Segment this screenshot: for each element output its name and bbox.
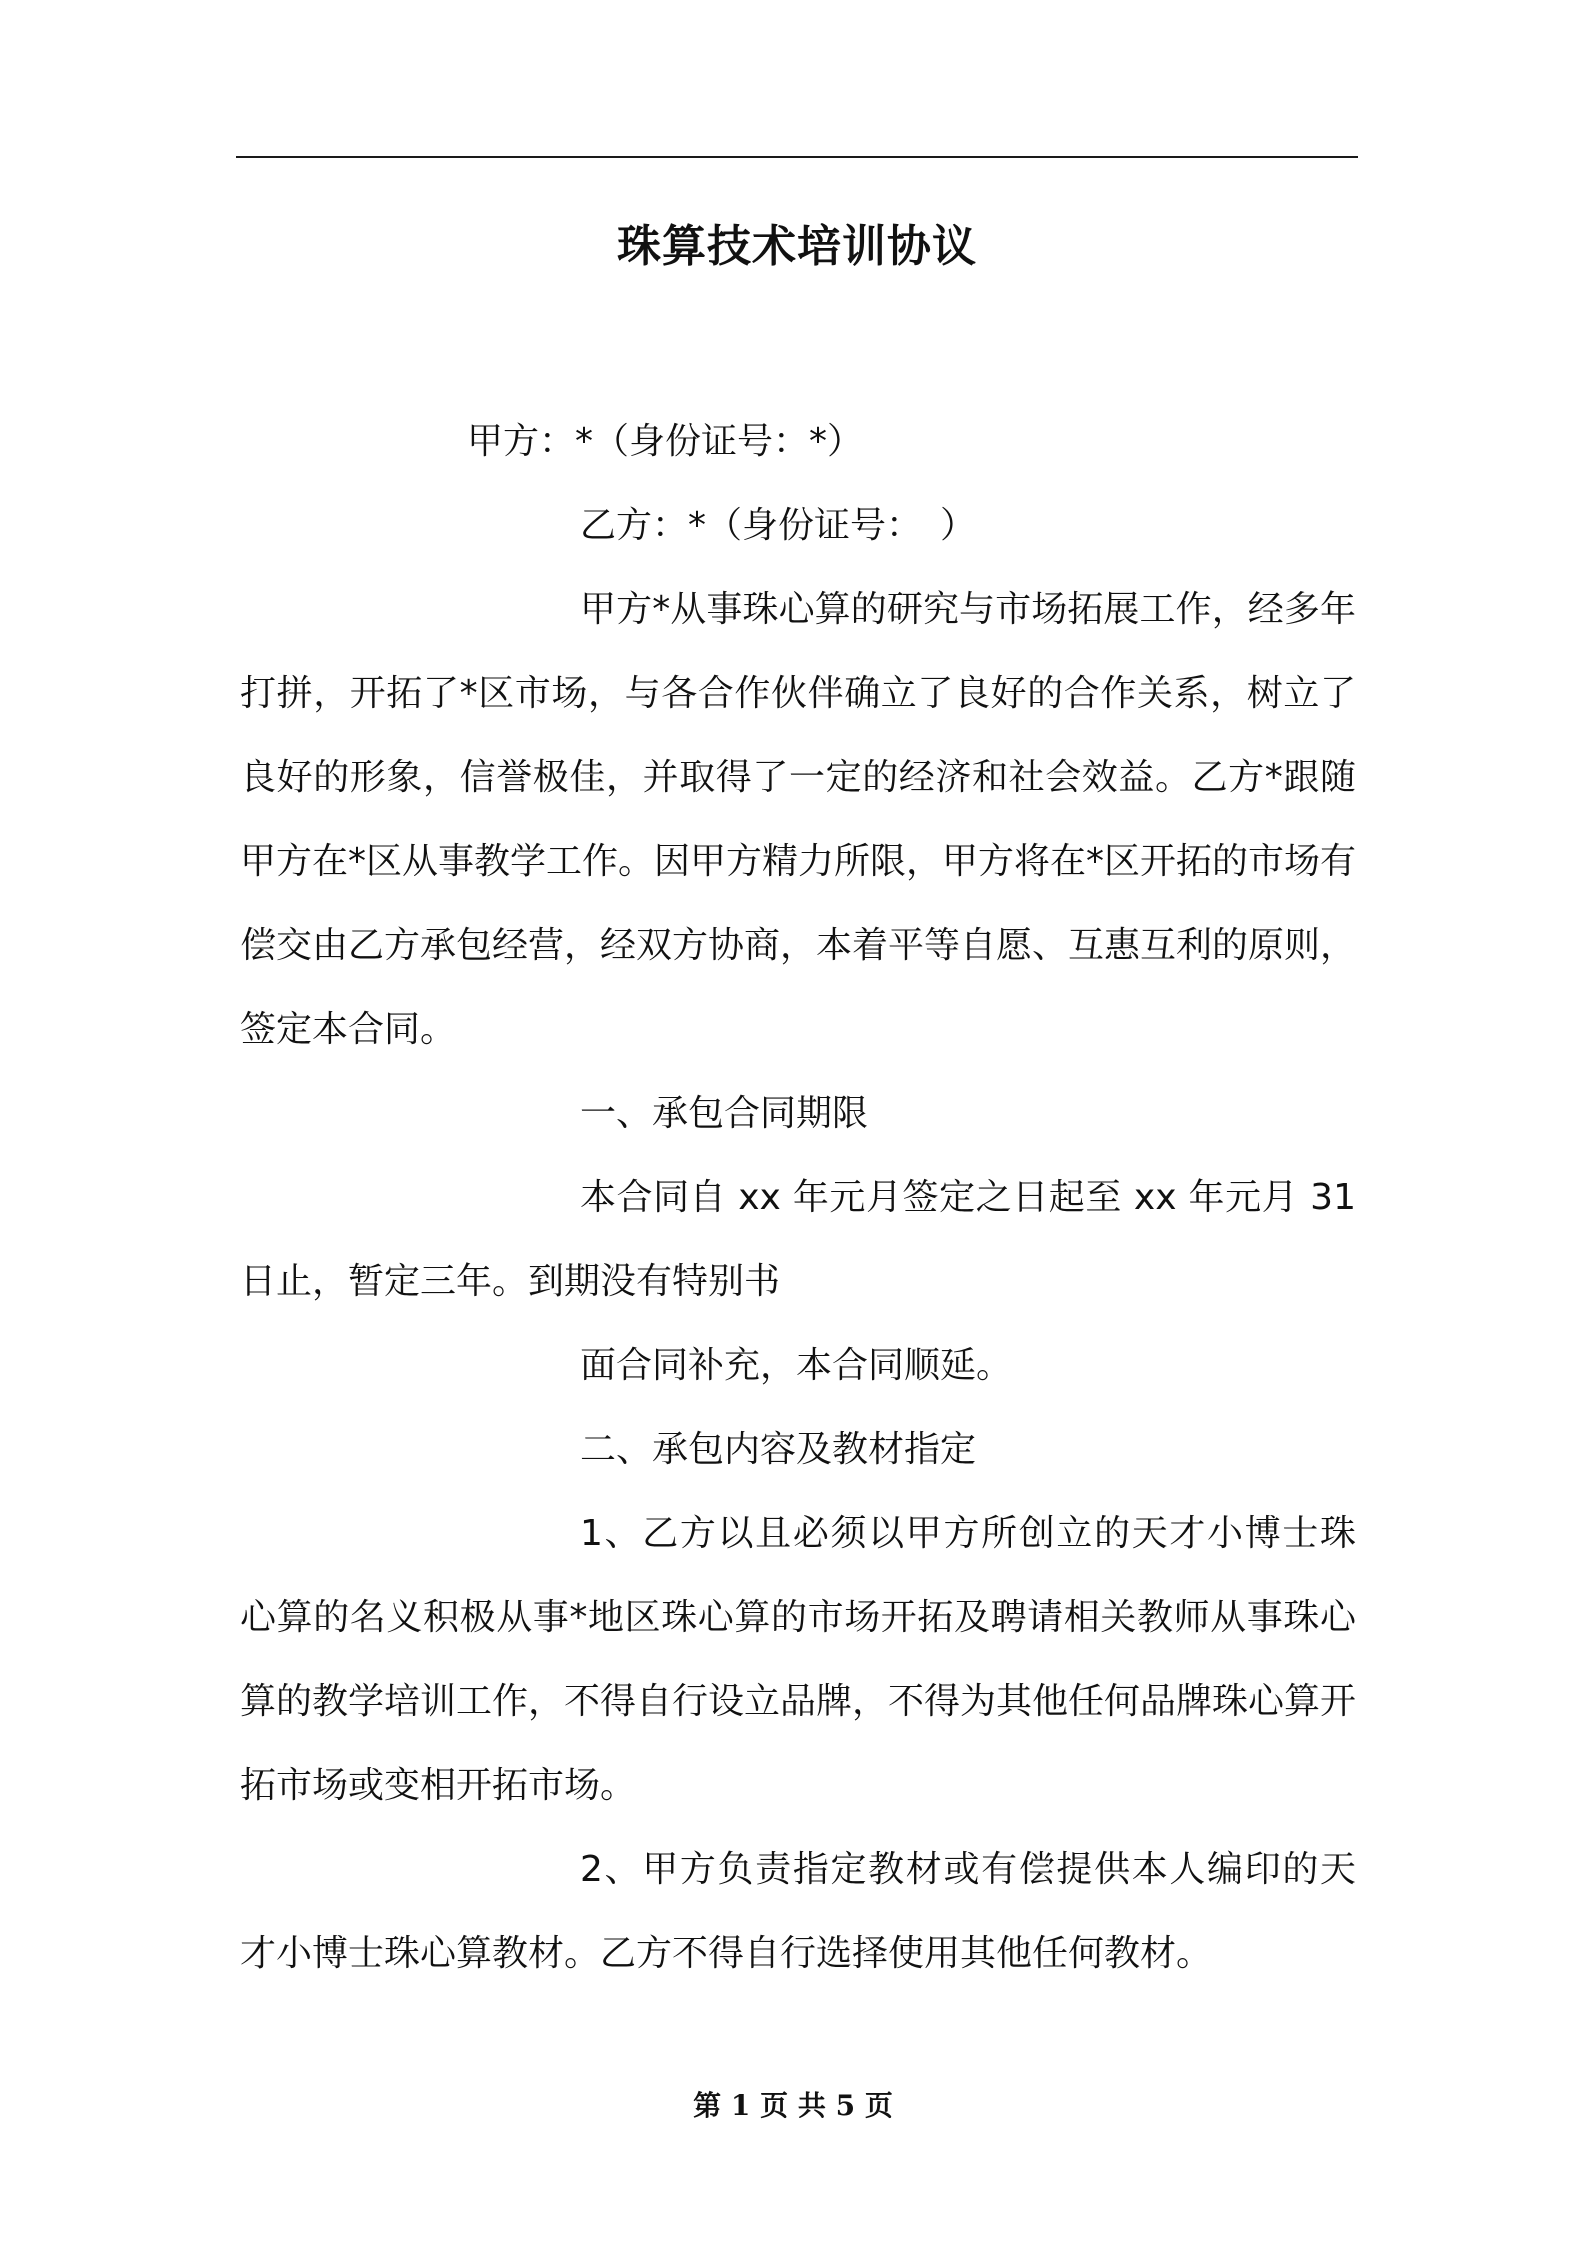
party-b-line: 乙方：*（身份证号： ） (580, 505, 977, 546)
section-2-heading: 二、承包内容及教材指定 (580, 1429, 977, 1470)
page-number: 第 1 页 共 5 页 (693, 2089, 893, 2122)
header-rule (236, 156, 1358, 158)
document-body (240, 400, 1356, 1996)
section-2-item-1: 1、乙方以且必须以甲方所创立的天才小博士珠心算的名义积极从事*地区珠心算的市场开拓及聘请相关教师从事珠心算的教学培训工作，不得自行设立品牌，不得为其他任何品牌珠心算开拓市场或变相开拓市场。 (240, 1513, 1357, 1806)
section-2-item-2: 2、甲方负责指定教材或有偿提供本人编印的天才小博士珠心算教材。乙方不得自行选择使用其他任何教材。 (240, 1849, 1356, 1974)
intro-paragraph: 甲方*从事珠心算的研究与市场拓展工作，经多年打拼，开拓了*区市场，与各合作伙伴确立了良好的合作关系，树立了良好的形象，信誉极佳，并取得了一定的经济和社会效益。乙方*跟随甲方在*区从事教学工作。因甲方精力所限，甲方将在*区开拓的市场有偿交由乙方承包经营，经双方协商，本着平等自愿、互惠互利的原则，签定本合同。 (240, 589, 1357, 1050)
page-title: 珠算技术培训协议 (617, 221, 977, 272)
section-1-continuation: 面合同补充，本合同顺延。 (580, 1345, 1013, 1386)
section-1-paragraph: 本合同自 xx 年元月签定之日起至 xx 年元月 31 日止，暂定三年。到期没有特别书 (240, 1177, 1356, 1302)
section-1-heading: 一、承包合同期限 (580, 1093, 869, 1134)
party-a-line: 甲方：*（身份证号：*） (467, 421, 864, 462)
